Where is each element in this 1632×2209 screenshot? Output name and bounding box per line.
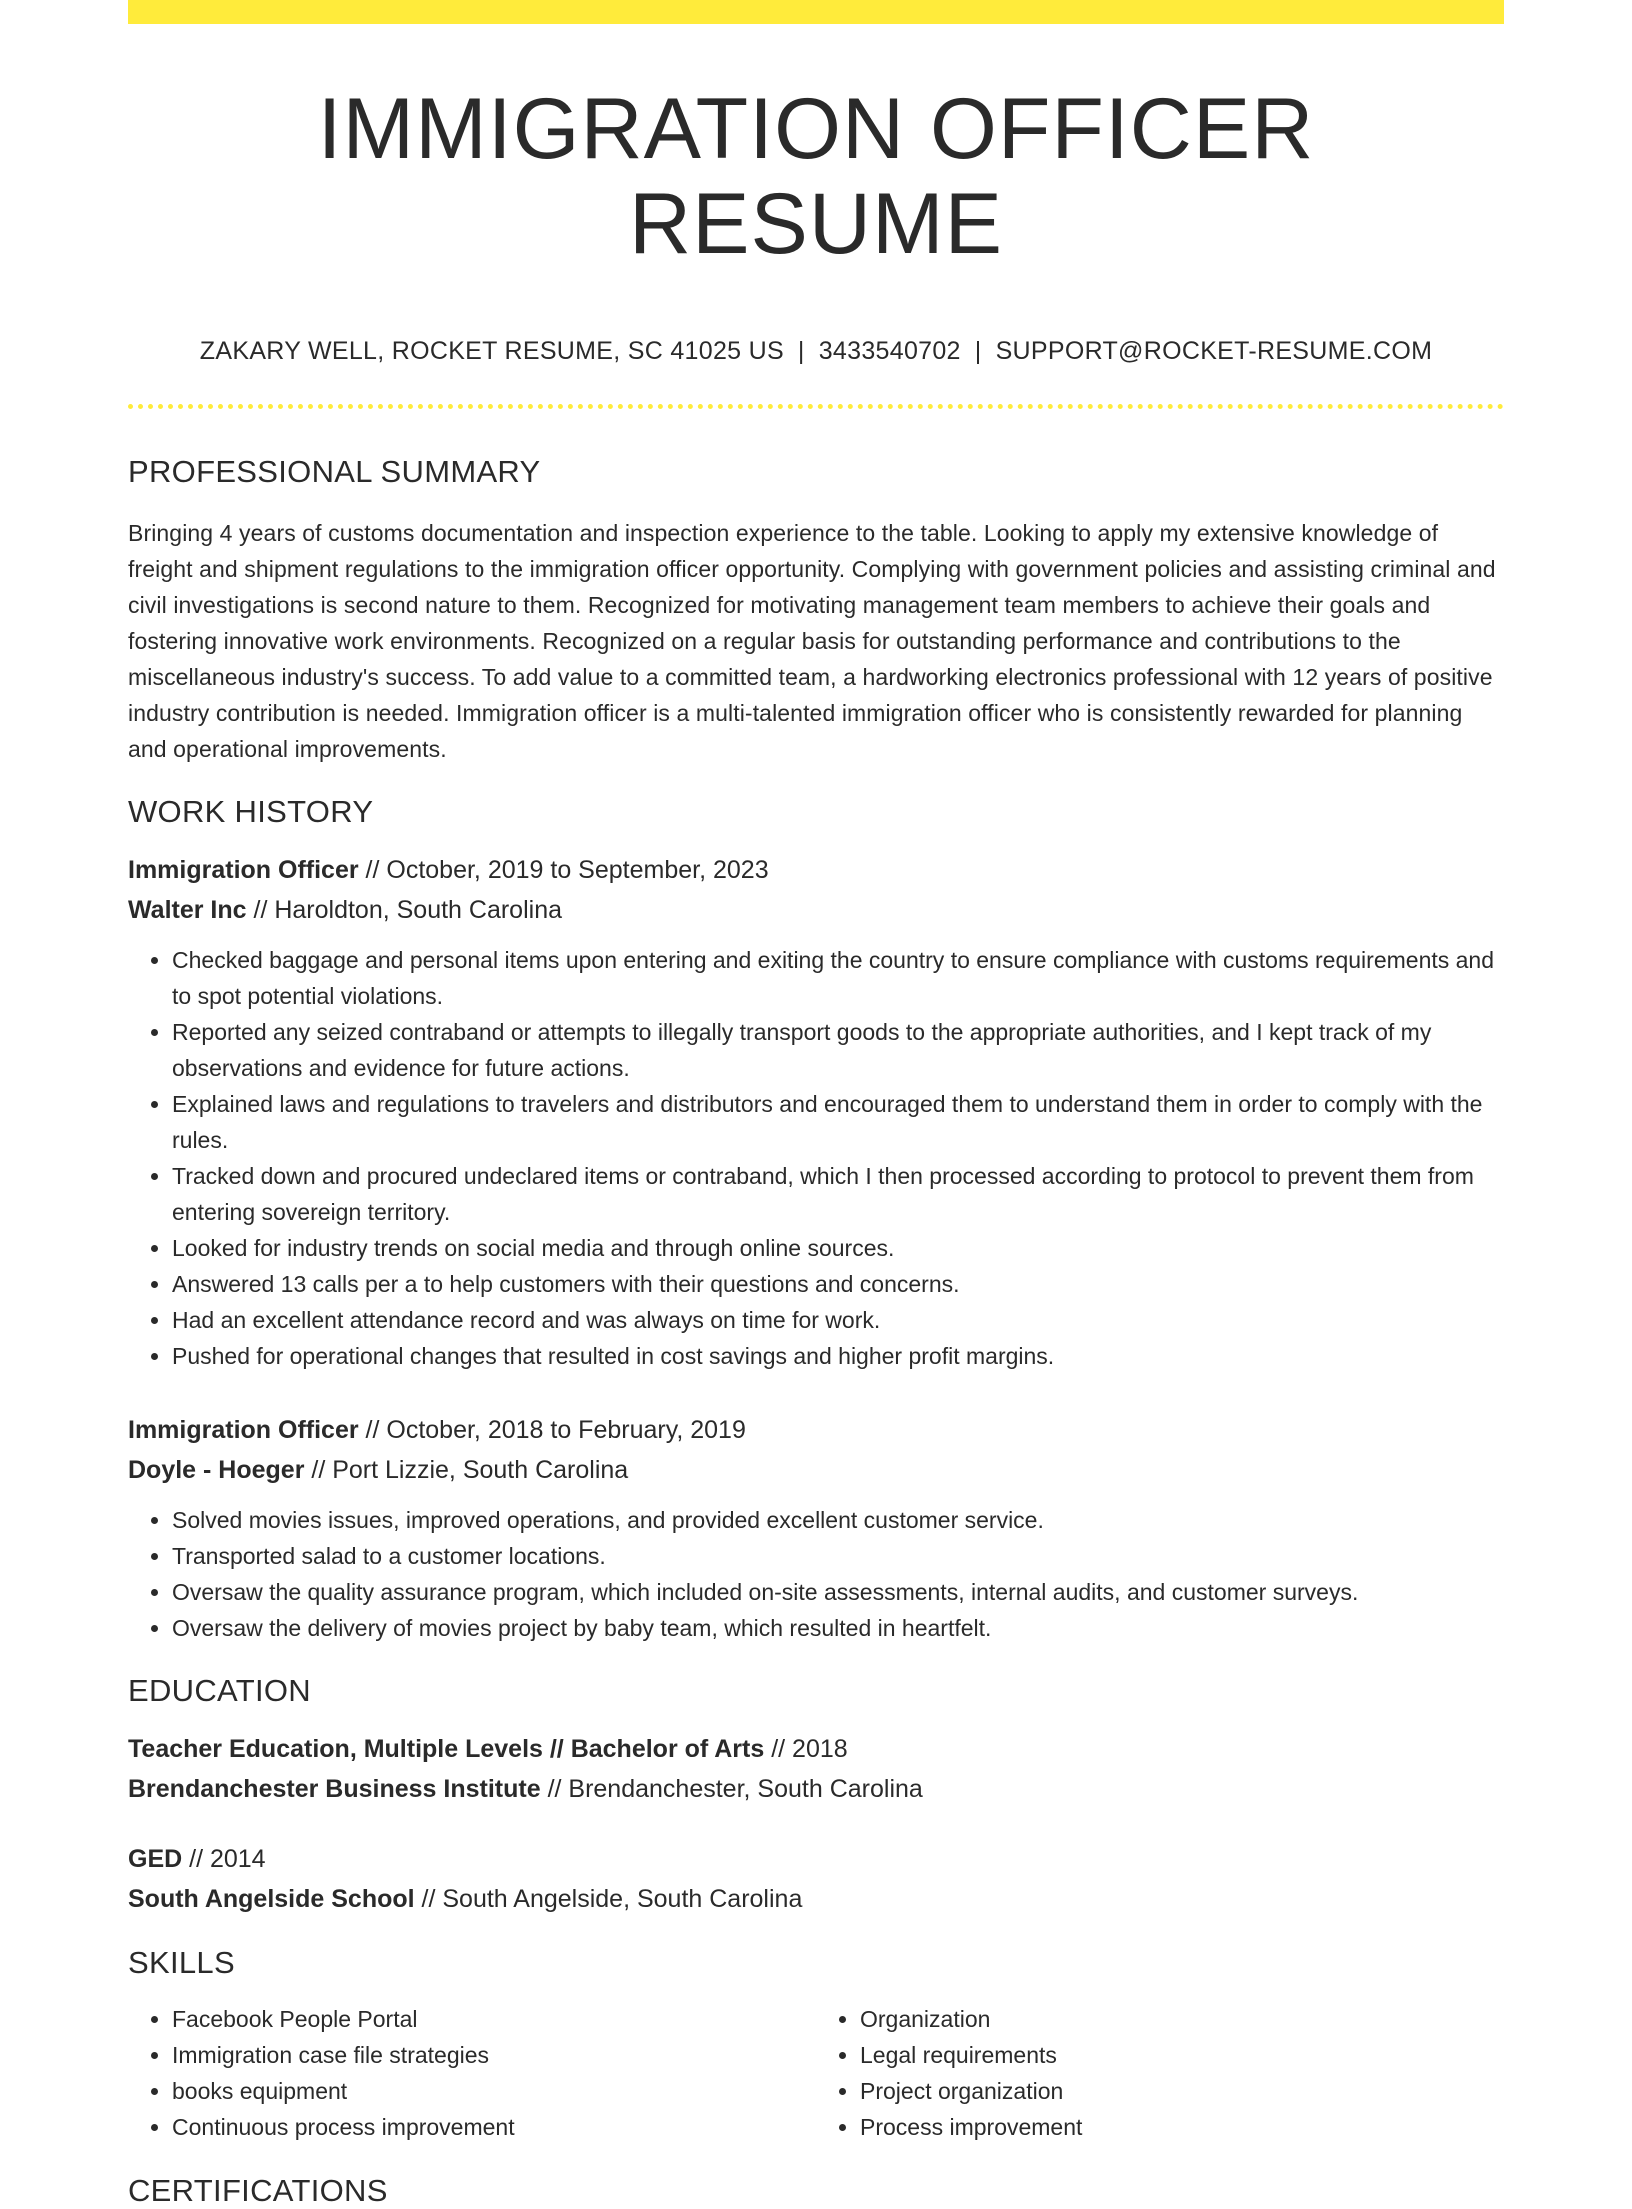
education-school: South Angelside School [128, 1885, 415, 1914]
job-title: Immigration Officer [128, 1416, 359, 1445]
contact-separator: | [797, 337, 805, 366]
contact-email: SUPPORT@ROCKET-RESUME.COM [995, 337, 1433, 366]
education-year: // 2014 [182, 1845, 266, 1874]
skills-heading: SKILLS [128, 1945, 235, 1981]
contact-line [128, 337, 1504, 366]
list-item: • Immigration case file strategies [172, 2037, 816, 2073]
list-item: • Tracked down and procured undeclared items or contraband, which I then processed according to protocol to prevent them from entering sovereign territory. [172, 1158, 1504, 1230]
list-item: • Looked for industry trends on social media and through online sources. [172, 1230, 1504, 1266]
education-school: Brendanchester Business Institute [128, 1775, 541, 1804]
job-dates: // October, 2018 to February, 2019 [358, 1416, 746, 1445]
job-dates: // October, 2019 to September, 2023 [358, 856, 769, 885]
summary-heading: PROFESSIONAL SUMMARY [128, 454, 541, 490]
job-title-line [128, 1410, 1504, 1450]
contact-phone: 3433540702 [818, 337, 961, 366]
list-item: • Explained laws and regulations to travelers and distributors and encouraged them to understand them in order to comply with the rules. [172, 1086, 1504, 1158]
resume-page [128, 0, 1504, 2209]
job-company: Doyle - Hoeger [128, 1456, 305, 1485]
list-item: • Pushed for operational changes that resulted in cost savings and higher profit margins. [172, 1338, 1504, 1374]
list-item: • Oversaw the delivery of movies project by baby team, which resulted in heartfelt. [172, 1610, 1504, 1646]
education-degree: Teacher Education, Multiple Levels // Bachelor of Arts [128, 1735, 765, 1764]
list-item: • Transported salad to a customer locations. [172, 1538, 1504, 1574]
list-item: • Organization [860, 2001, 1504, 2037]
job-company-line [128, 1450, 1504, 1490]
list-item: • Legal requirements [860, 2037, 1504, 2073]
job-title-line [128, 850, 1504, 890]
skills-columns [128, 2001, 1504, 2145]
job-company: Walter Inc [128, 896, 247, 925]
contact-separator: | [974, 337, 982, 366]
job-location: // Haroldton, South Carolina [246, 896, 563, 925]
education-school-line [128, 1769, 1504, 1809]
list-item: • Answered 13 calls per a to help customers with their questions and concerns. [172, 1266, 1504, 1302]
education-location: // Brendanchester, South Carolina [540, 1775, 923, 1804]
education-heading: EDUCATION [128, 1673, 311, 1709]
dotted-divider [128, 404, 1504, 409]
list-item: • books equipment [172, 2073, 816, 2109]
education-year: // 2018 [764, 1735, 848, 1764]
education-location: // South Angelside, South Carolina [414, 1885, 803, 1914]
list-item: • Reported any seized contraband or attempts to illegally transport goods to the appropriate authorities, and I kept track of my observations and evidence for future actions. [172, 1014, 1504, 1086]
list-item: • Process improvement [860, 2109, 1504, 2145]
job-company-line [128, 890, 1504, 930]
list-item: • Had an excellent attendance record and was always on time for work. [172, 1302, 1504, 1338]
summary-text: Bringing 4 years of customs documentation and inspection experience to the table. Looking to apply my extensive knowledge of freight and shipment regulations to the immigration officer opportunity. Complying with government policies and assisting criminal and civil investigations is second nature to them. Recognized for motivating management team members to achieve their goals and fostering innovative work environments. Recognized on a regular basis for outstanding performance and contributions to the miscellaneous industry's success. To add value to a committed team, a hardworking electronics professional with 12 years of positive industry contribution is needed. Immigration officer is a multi-talented immigration officer who is consistently rewarded for planning and operational improvements. [128, 520, 1496, 763]
certifications-heading: CERTIFICATIONS [128, 2173, 388, 2209]
list-item: • Solved movies issues, improved operations, and provided excellent customer service. [172, 1502, 1504, 1538]
education-degree-line [128, 1839, 1504, 1879]
list-item: • Continuous process improvement [172, 2109, 816, 2145]
list-item: • Facebook People Portal [172, 2001, 816, 2037]
education-school-line [128, 1879, 1504, 1919]
resume-title: IMMIGRATION OFFICER RESUME [317, 81, 1315, 272]
job-title: Immigration Officer [128, 856, 359, 885]
list-item: • Project organization [860, 2073, 1504, 2109]
education-degree: GED [128, 1845, 183, 1874]
top-accent-bar [128, 0, 1504, 24]
list-item: • Oversaw the quality assurance program, which included on-site assessments, internal audits, and customer surveys. [172, 1574, 1504, 1610]
work-history-heading: WORK HISTORY [128, 794, 374, 830]
education-degree-line [128, 1729, 1504, 1769]
job-duties-list [128, 1502, 1504, 1646]
contact-address: ZAKARY WELL, ROCKET RESUME, SC 41025 US [199, 337, 784, 366]
list-item: • Checked baggage and personal items upon entering and exiting the country to ensure compliance with customs requirements and to spot potential violations. [172, 942, 1504, 1014]
job-location: // Port Lizzie, South Carolina [304, 1456, 629, 1485]
skills-list-left [128, 2001, 816, 2145]
job-duties-list [128, 942, 1504, 1374]
skills-list-right [816, 2001, 1504, 2145]
